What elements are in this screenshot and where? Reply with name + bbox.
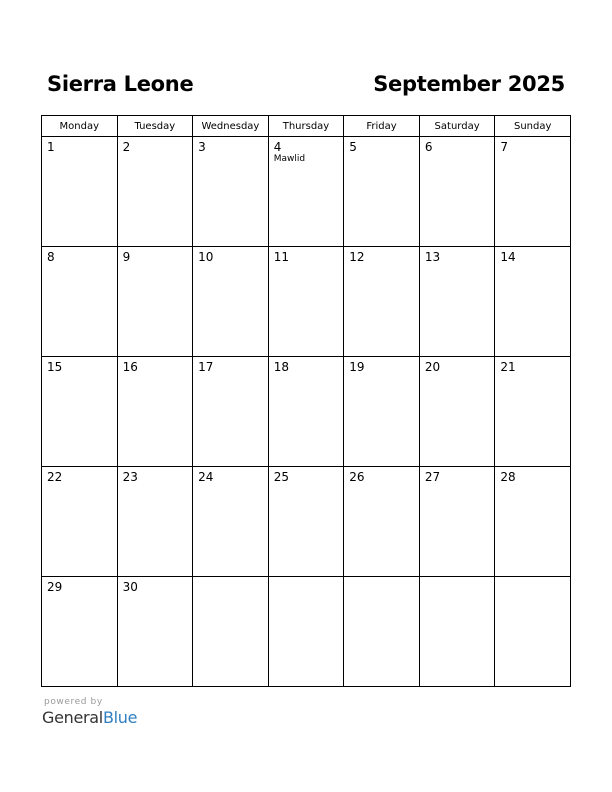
week-row [42, 137, 571, 247]
day-number: 21 [500, 360, 516, 374]
day-number: 25 [273, 470, 289, 484]
day-number [420, 577, 495, 580]
day-number: 3 [198, 140, 206, 154]
day-cell [344, 577, 420, 687]
day-cell [268, 467, 344, 577]
day-number: 2 [122, 140, 131, 154]
day-cell [344, 467, 420, 577]
day-number: 13 [424, 250, 441, 264]
day-cell [117, 137, 193, 247]
day-cell [344, 137, 420, 247]
day-cell [268, 137, 344, 247]
day-cell [419, 577, 495, 687]
logo-blue: Blue [102, 708, 138, 727]
weekday-header: Thursday [268, 116, 344, 137]
weekday-header: Wednesday [193, 116, 269, 137]
week-row [42, 247, 571, 357]
day-cell [344, 247, 420, 357]
day-cell [495, 577, 571, 687]
weekday-header: Monday [42, 116, 118, 137]
day-cell [117, 357, 193, 467]
weekday-header-row [42, 116, 571, 137]
day-cell [193, 577, 269, 687]
day-number: 27 [424, 470, 441, 484]
day-number [344, 577, 419, 580]
weekday-header: Friday [344, 116, 420, 137]
powered-by-text: powered by [44, 697, 103, 707]
day-cell [419, 137, 495, 247]
day-number: 16 [122, 360, 138, 374]
month-year-title: September 2025 [373, 72, 565, 96]
day-number: 24 [198, 470, 214, 484]
day-cell [419, 467, 495, 577]
day-number: 8 [47, 250, 55, 264]
day-number: 5 [349, 140, 357, 154]
day-cell [42, 247, 118, 357]
holiday-label: Mawlid [273, 154, 306, 164]
day-cell [193, 357, 269, 467]
day-cell [193, 467, 269, 577]
generalblue-logo[interactable] [42, 708, 137, 728]
weekday-header: Tuesday [117, 116, 193, 137]
day-cell [495, 467, 571, 577]
day-number: 4 [273, 140, 282, 154]
day-cell [42, 467, 118, 577]
day-number: 9 [122, 250, 131, 264]
day-number: 18 [273, 360, 289, 374]
day-cell [42, 357, 118, 467]
day-number: 6 [424, 140, 433, 154]
day-cell [495, 357, 571, 467]
week-row [42, 357, 571, 467]
day-cell [419, 357, 495, 467]
day-number [193, 577, 268, 580]
day-number: 14 [500, 250, 516, 264]
week-row [42, 577, 571, 687]
day-cell [42, 577, 118, 687]
day-number: 7 [500, 140, 509, 154]
logo-general: General [42, 708, 103, 727]
day-number: 10 [198, 250, 214, 264]
day-number [495, 577, 570, 580]
week-row [42, 467, 571, 577]
day-cell [495, 137, 571, 247]
calendar-grid [41, 115, 571, 687]
generalblue-footer [42, 696, 137, 728]
day-cell [193, 137, 269, 247]
day-number: 26 [349, 470, 365, 484]
day-number: 19 [349, 360, 365, 374]
day-cell [117, 467, 193, 577]
day-cell [42, 137, 118, 247]
day-cell [268, 577, 344, 687]
day-number: 29 [47, 580, 63, 594]
day-number: 20 [424, 360, 441, 374]
day-cell [193, 247, 269, 357]
day-cell [344, 357, 420, 467]
day-cell [117, 247, 193, 357]
day-number [269, 577, 344, 580]
day-number: 22 [47, 470, 63, 484]
day-number: 28 [500, 470, 516, 484]
day-cell [268, 247, 344, 357]
country-title: Sierra Leone [47, 72, 194, 96]
day-cell [419, 247, 495, 357]
weekday-header: Saturday [419, 116, 495, 137]
day-cell [495, 247, 571, 357]
day-number: 15 [47, 360, 63, 374]
weekday-header: Sunday [495, 116, 571, 137]
day-number: 17 [198, 360, 214, 374]
day-number: 11 [273, 250, 289, 264]
day-number: 12 [349, 250, 365, 264]
day-number: 23 [122, 470, 138, 484]
day-number: 30 [122, 580, 138, 594]
day-number: 1 [47, 140, 55, 154]
day-cell [117, 577, 193, 687]
day-cell [268, 357, 344, 467]
